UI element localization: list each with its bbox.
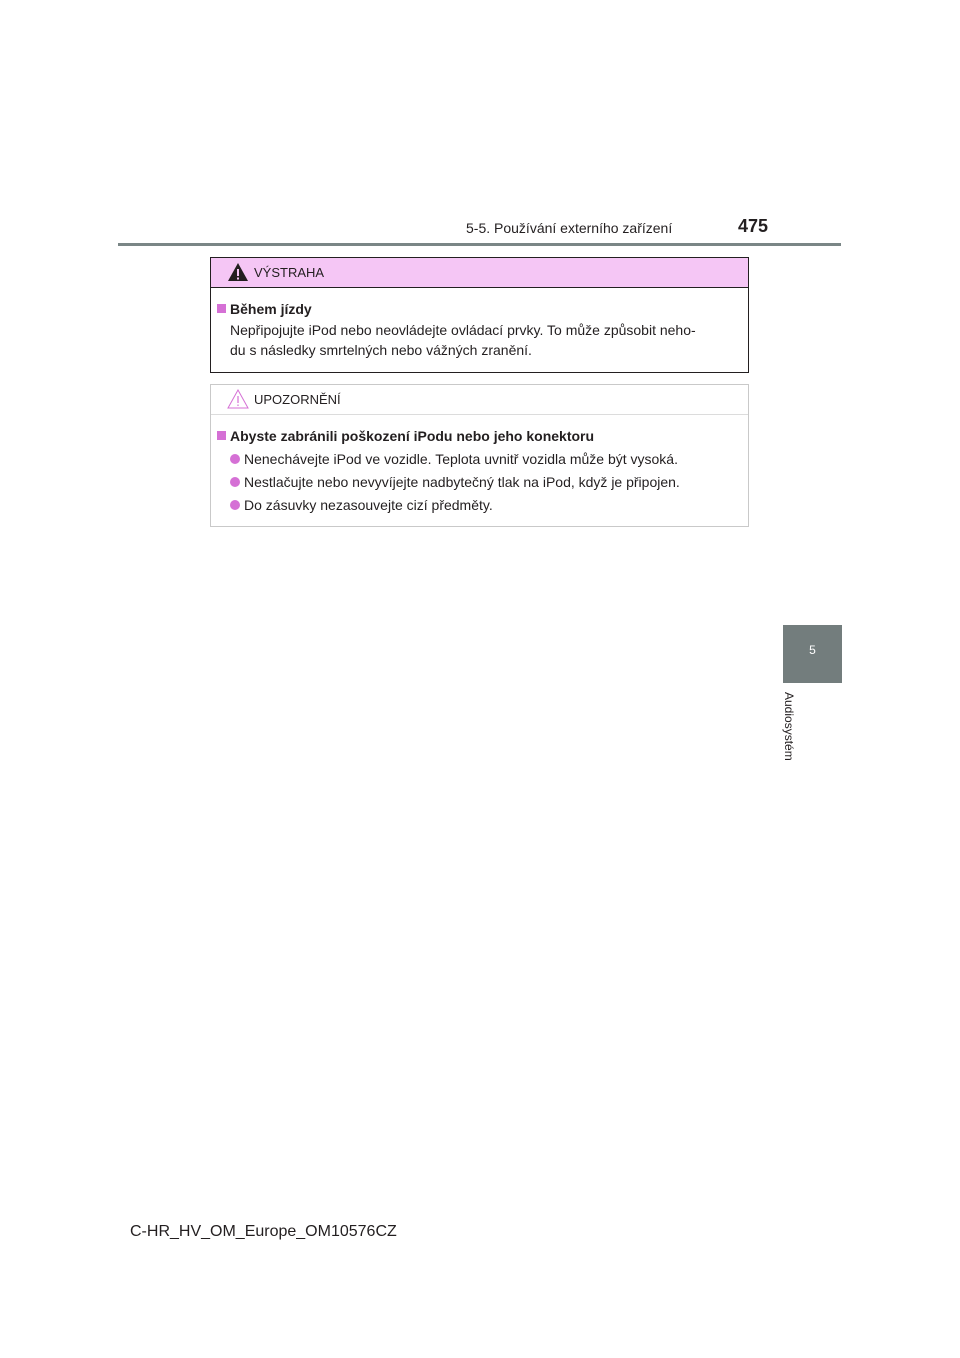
round-bullet-icon [230,454,240,464]
warning-subhead-text: Během jízdy [230,301,312,317]
warning-subhead [217,300,740,318]
document-code: C-HR_HV_OM_Europe_OM10576CZ [130,1223,397,1240]
caution-item-text: Nenechávejte iPod ve vozidle. Teplota uvnitř vozidla může být vysoká. [244,451,678,467]
square-bullet-icon [217,431,226,440]
warning-header [211,258,748,288]
warning-title: VÝSTRAHA [254,265,325,280]
caution-title: UPOZORNĚNÍ [254,392,341,407]
caution-header [211,385,748,415]
chapter-number: 5 [809,643,816,657]
caution-body [211,415,748,514]
warning-text [217,320,740,360]
page-number: 475 [738,216,769,236]
caution-item [217,450,740,468]
header-divider [118,243,841,246]
caution-item-text: Do zásuvky nezasouvejte cizí předměty. [244,497,493,513]
caution-box [210,384,749,527]
chapter-tab [783,625,842,683]
caution-item [217,496,740,514]
warning-triangle-icon [227,262,249,282]
chapter-label-text: Audiosystém [782,692,796,761]
warning-text-line: du s následky smrtelných nebo vážných zranění. [230,342,532,358]
round-bullet-icon [230,477,240,487]
caution-item-text: Nestlačujte nebo nevyvíjejte nadbytečný tlak na iPod, když je připojen. [244,474,680,490]
square-bullet-icon [217,304,226,313]
round-bullet-icon [230,500,240,510]
section-title: 5-5. Používání externího zařízení [466,220,673,236]
caution-item [217,473,740,491]
chapter-label [782,692,806,782]
warning-text-line: Nepřipojujte iPod nebo neovládejte ovládací prvky. To může způsobit neho- [230,322,696,338]
caution-subhead-text: Abyste zabránili poškození iPodu nebo jeho konektoru [230,428,595,444]
caution-triangle-icon [227,389,249,409]
caution-subhead [217,427,740,445]
warning-body [211,288,748,360]
warning-box [210,257,749,373]
